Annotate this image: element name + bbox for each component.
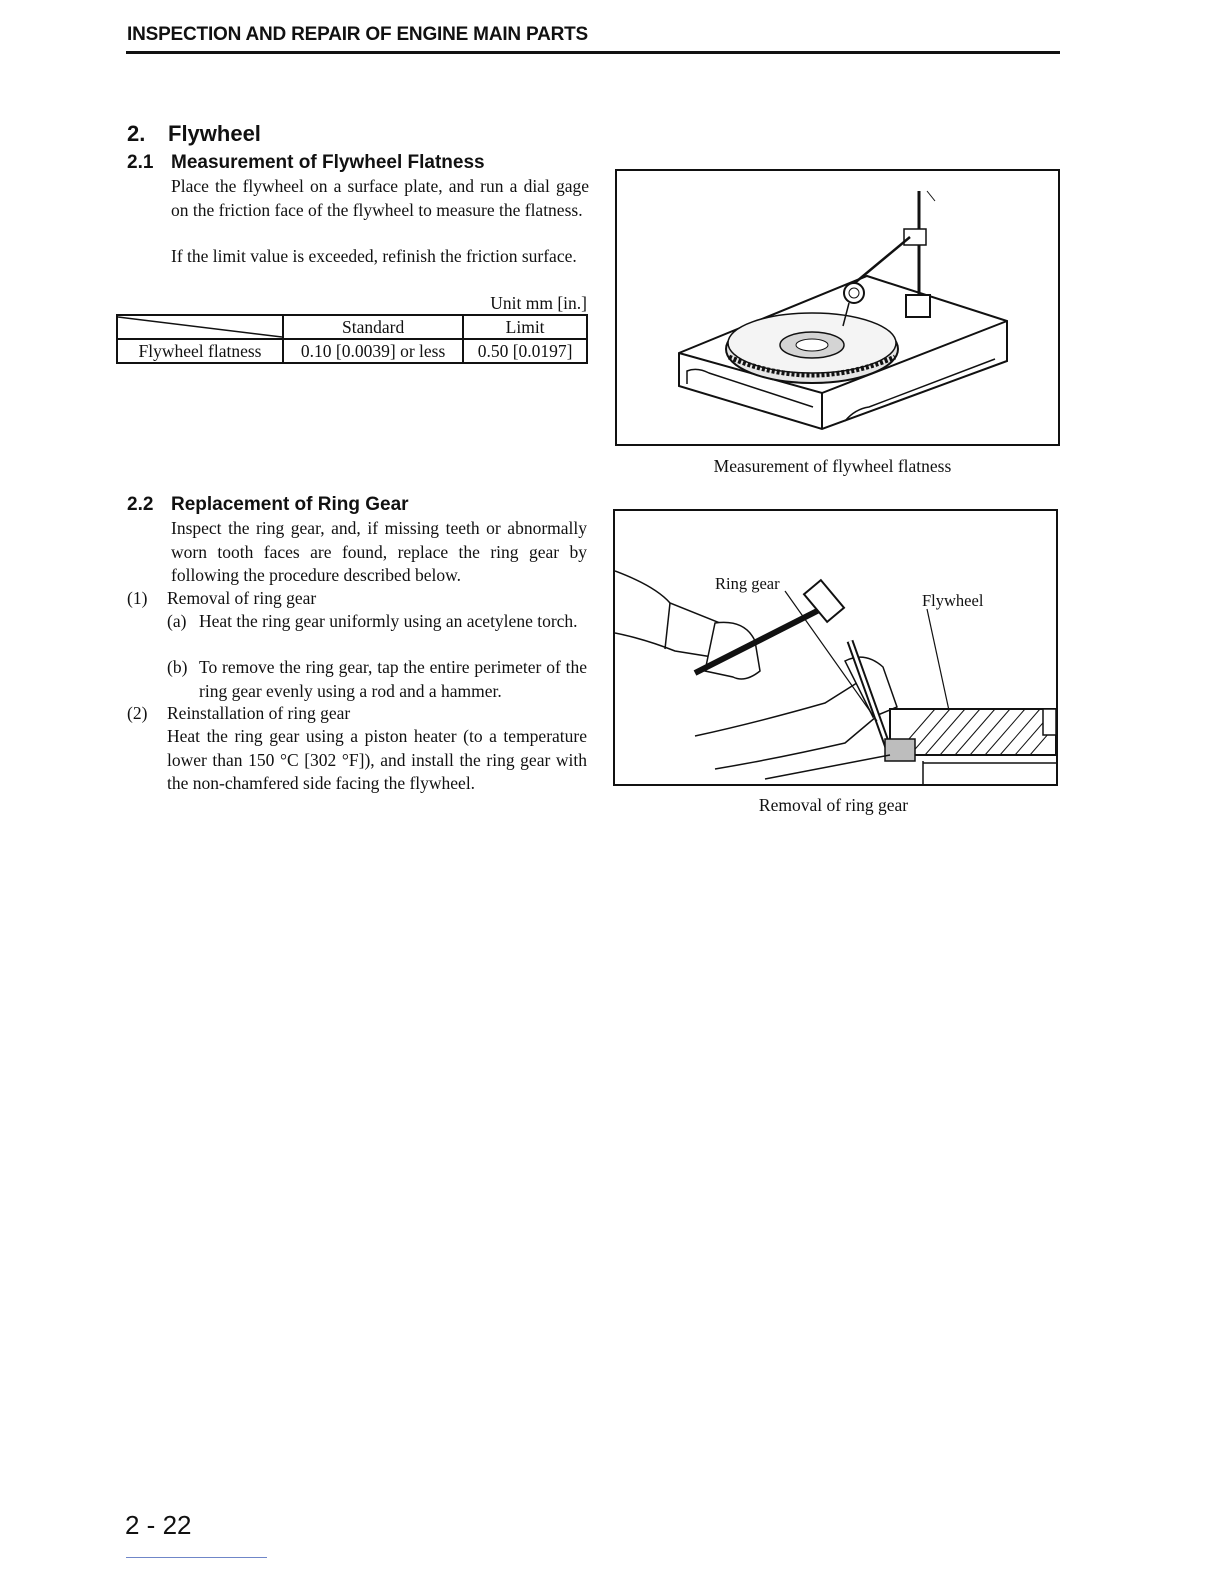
paragraph-ring-gear-inspection: Inspect the ring gear, and, if missing teeth or abnormally worn tooth faces are found, replace the ring gear by following the procedure described below.: [171, 518, 587, 585]
section-number: 2.: [127, 121, 146, 146]
paragraph-flatness-limit: If the limit value is exceeded, refinish the friction surface.: [171, 246, 577, 266]
step-title: Removal of ring gear: [167, 588, 317, 608]
footer-rule: [126, 1557, 267, 1558]
step-1-heading: [127, 587, 587, 611]
page-number: 2 - 22: [125, 1510, 192, 1540]
section-title-text: Flywheel: [168, 121, 261, 146]
table-corner-cell: [117, 315, 283, 339]
subsection-title: Replacement of Ring Gear: [171, 494, 409, 515]
subsection-number: 2.2: [127, 494, 154, 515]
subsection-heading-2-1: [127, 152, 485, 174]
step-marker: (1): [127, 588, 148, 608]
step-1a-text-container: [199, 610, 587, 634]
table-row: [117, 339, 587, 363]
table-cell-item: Flywheel flatness: [117, 339, 283, 363]
table-cell-limit: 0.50 [0.0197]: [463, 339, 587, 363]
step-1b-text: To remove the ring gear, tap the entire perimeter of the ring gear evenly using a rod and a hammer.: [199, 657, 587, 701]
step-1b: [199, 656, 587, 703]
section-title: [127, 121, 261, 147]
unit-note: Unit mm [in.]: [490, 293, 587, 313]
figure-caption-ring-gear: Removal of ring gear: [758, 795, 909, 815]
substep-marker: (b): [167, 657, 188, 677]
table-header-row: [117, 315, 587, 339]
label-flywheel: Flywheel: [922, 591, 984, 610]
step-marker: (2): [127, 703, 148, 723]
substep-marker: (a): [167, 611, 187, 631]
step-1a-text: Heat the ring gear uniformly using an acetylene torch.: [199, 611, 578, 631]
paragraph-reinstallation: Heat the ring gear using a piston heater (to a temperature lower than 150 °C [302 °F]), and install the ring gear with the non-chamfered side facing the flywheel.: [167, 726, 587, 793]
step-1b-marker-container: [167, 656, 199, 680]
figure-flatness-measurement: [615, 169, 1060, 446]
subsection-title: Measurement of Flywheel Flatness: [171, 152, 485, 173]
subsection-heading-2-2: [127, 494, 409, 516]
header-rule: [126, 51, 1060, 54]
table-header-limit: Limit: [463, 315, 587, 339]
step-title: Reinstallation of ring gear: [167, 703, 351, 723]
paragraph-flatness-method: Place the flywheel on a surface plate, and run a dial gage on the friction face of the flywheel to measure the flatness.: [171, 176, 589, 220]
flywheel-dial-gage-illustration: [617, 171, 1058, 444]
figure-caption-flatness: Measurement of flywheel flatness: [713, 456, 952, 476]
step-2-heading: [127, 702, 587, 726]
subsection-number: 2.1: [127, 152, 154, 173]
table-cell-standard: 0.10 [0.0039] or less: [283, 339, 463, 363]
running-header: INSPECTION AND REPAIR OF ENGINE MAIN PARTS: [127, 24, 588, 45]
label-ring-gear: Ring gear: [715, 574, 780, 593]
figure-ring-gear-removal: [613, 509, 1058, 786]
table-header-standard: Standard: [283, 315, 463, 339]
flatness-spec-table: [116, 314, 588, 364]
hammer-rod-illustration: [615, 511, 1056, 784]
diagonal-line: [118, 316, 282, 338]
